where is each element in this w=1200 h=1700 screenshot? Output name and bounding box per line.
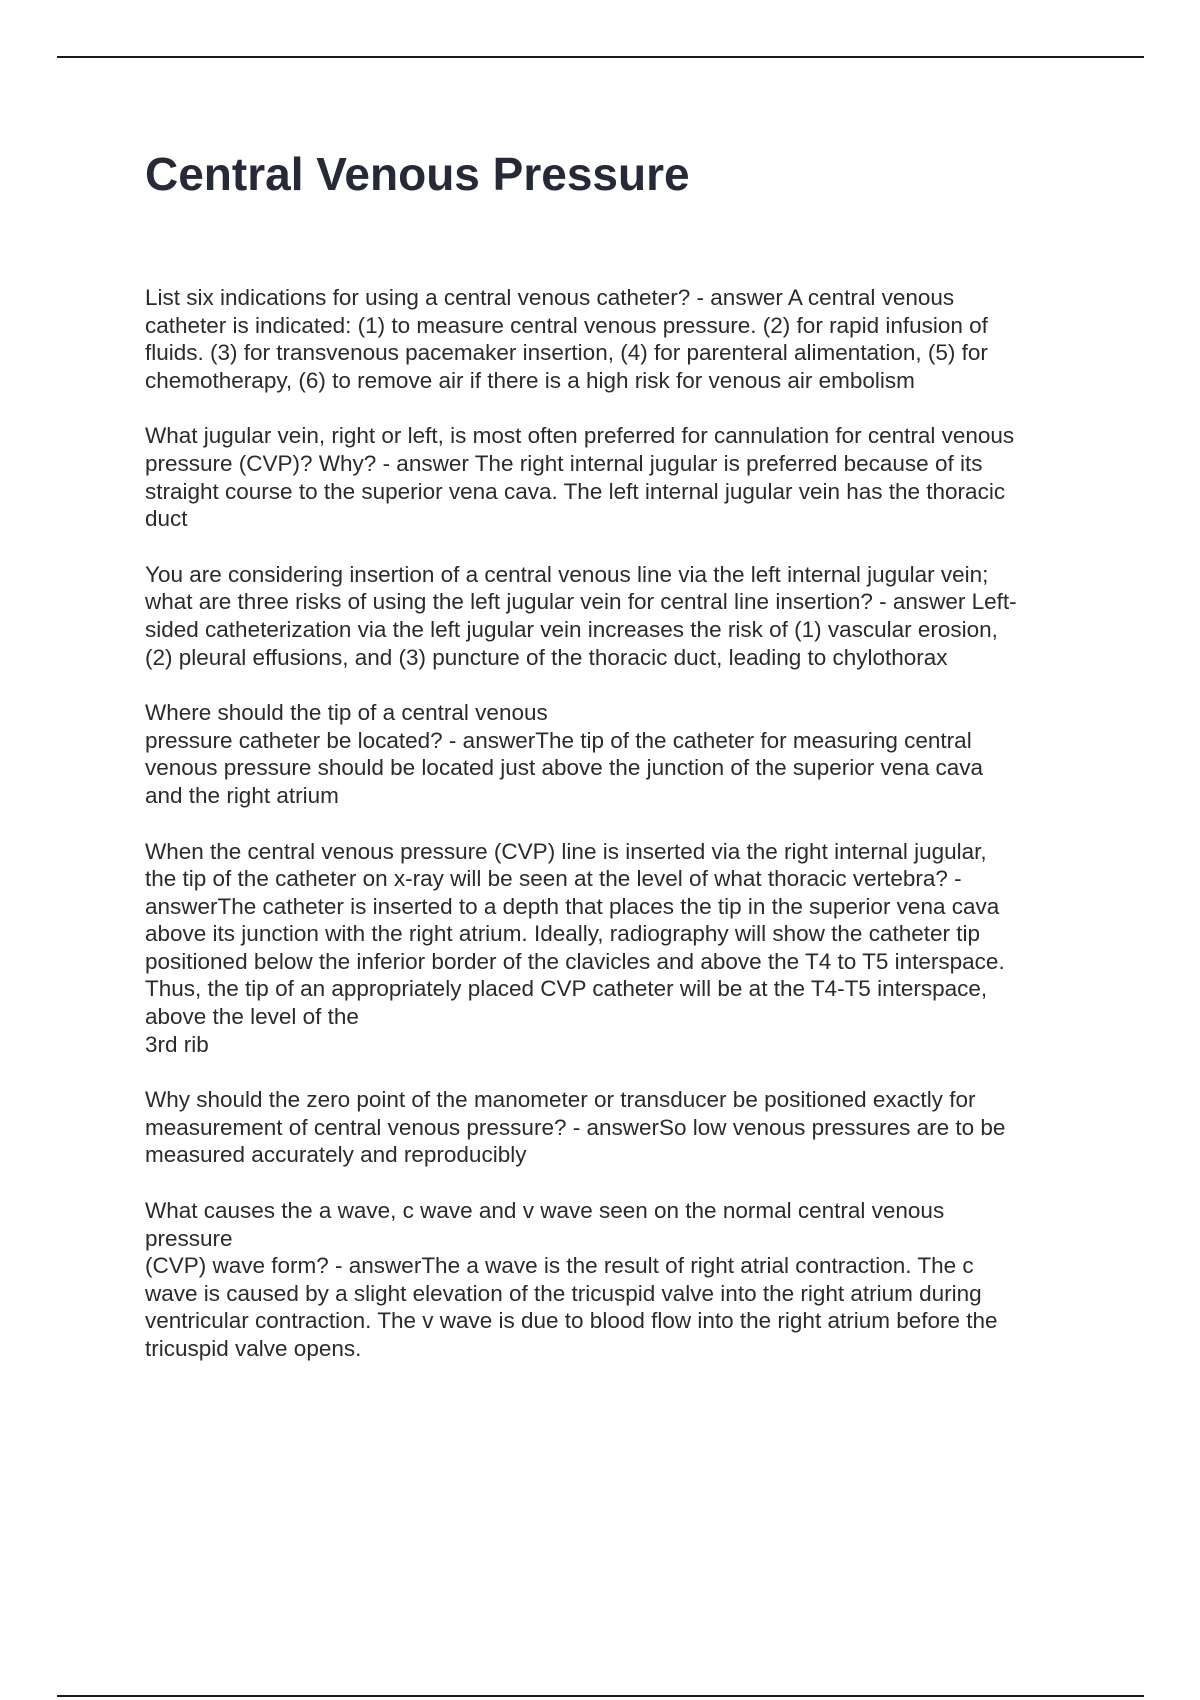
text-line: what are three risks of using the left jugular vein for central line insertion? - answer Left- (145, 589, 1017, 615)
qa-block (145, 699, 1090, 809)
text-line: above its junction with the right atrium. Ideally, radiography will show the catheter tip (145, 921, 981, 947)
text-line: duct (145, 506, 188, 532)
qa-block (145, 1086, 1090, 1169)
text-line: sided catheterization via the left jugular vein increases the risk of (1) vascular erosion, (145, 616, 998, 642)
text-line: straight course to the superior vena cava. The left internal jugular vein has the thoracic (145, 478, 1006, 504)
text-line: above the level of the (145, 1004, 359, 1030)
qa-block (145, 1197, 1090, 1363)
text-line: pressure catheter be located? - answerThe tip of the catheter for measuring central (145, 727, 972, 753)
text-line: chemotherapy, (6) to remove air if there is a high risk for venous air embolism (145, 367, 915, 393)
text-line: When the central venous pressure (CVP) line is inserted via the right internal jugular, (145, 838, 987, 864)
qa-block (145, 284, 1090, 394)
text-line: pressure (145, 1225, 233, 1251)
text-line: the tip of the catheter on x-ray will be seen at the level of what thoracic vertebra? - (145, 866, 962, 892)
text-line: answerThe catheter is inserted to a depth that places the tip in the superior vena cava (145, 893, 1000, 919)
text-line: What causes the a wave, c wave and v wave seen on the normal central venous (145, 1198, 945, 1224)
top-rule (57, 56, 1144, 58)
text-line: 3rd rib (145, 1031, 209, 1057)
qa-block (145, 838, 1090, 1059)
text-line: and the right atrium (145, 782, 339, 808)
page-title: Central Venous Pressure (145, 148, 690, 200)
text-line: What jugular vein, right or left, is most often preferred for cannulation for central venous (145, 423, 1015, 449)
document-body (145, 284, 1090, 1391)
text-line: Where should the tip of a central venous (145, 700, 548, 726)
bottom-rule (57, 1695, 1144, 1697)
text-line: fluids. (3) for transvenous pacemaker insertion, (4) for parenteral alimentation, (5) for (145, 340, 988, 366)
text-line: catheter is indicated: (1) to measure central venous pressure. (2) for rapid infusion of (145, 312, 988, 338)
qa-block (145, 422, 1090, 532)
text-line: measurement of central venous pressure? - answerSo low venous pressures are to be (145, 1114, 1006, 1140)
text-line: pressure (CVP)? Why? - answer The right internal jugular is preferred because of its (145, 450, 983, 476)
text-line: venous pressure should be located just above the junction of the superior vena cava (145, 755, 984, 781)
text-line: tricuspid valve opens. (145, 1336, 362, 1361)
text-line: Thus, the tip of an appropriately placed CVP catheter will be at the T4-T5 interspace, (145, 976, 988, 1002)
text-line: You are considering insertion of a central venous line via the left internal jugular vein; (145, 561, 989, 587)
text-line: measured accurately and reproducibly (145, 1142, 527, 1168)
text-line: wave is caused by a slight elevation of the tricuspid valve into the right atrium during (145, 1280, 982, 1306)
text-line: (CVP) wave form? - answerThe a wave is the result of right atrial contraction. The c (145, 1253, 974, 1279)
text-line: Why should the zero point of the manometer or transducer be positioned exactly for (145, 1087, 976, 1113)
text-line: List six indications for using a central venous catheter? - answer A central venous (145, 285, 955, 310)
text-line: positioned below the inferior border of the clavicles and above the T4 to T5 interspace. (145, 948, 1005, 974)
qa-block (145, 561, 1090, 671)
text-line: (2) pleural effusions, and (3) puncture of the thoracic duct, leading to chylothorax (145, 644, 948, 670)
text-line: ventricular contraction. The v wave is due to blood flow into the right atrium before the (145, 1308, 998, 1334)
